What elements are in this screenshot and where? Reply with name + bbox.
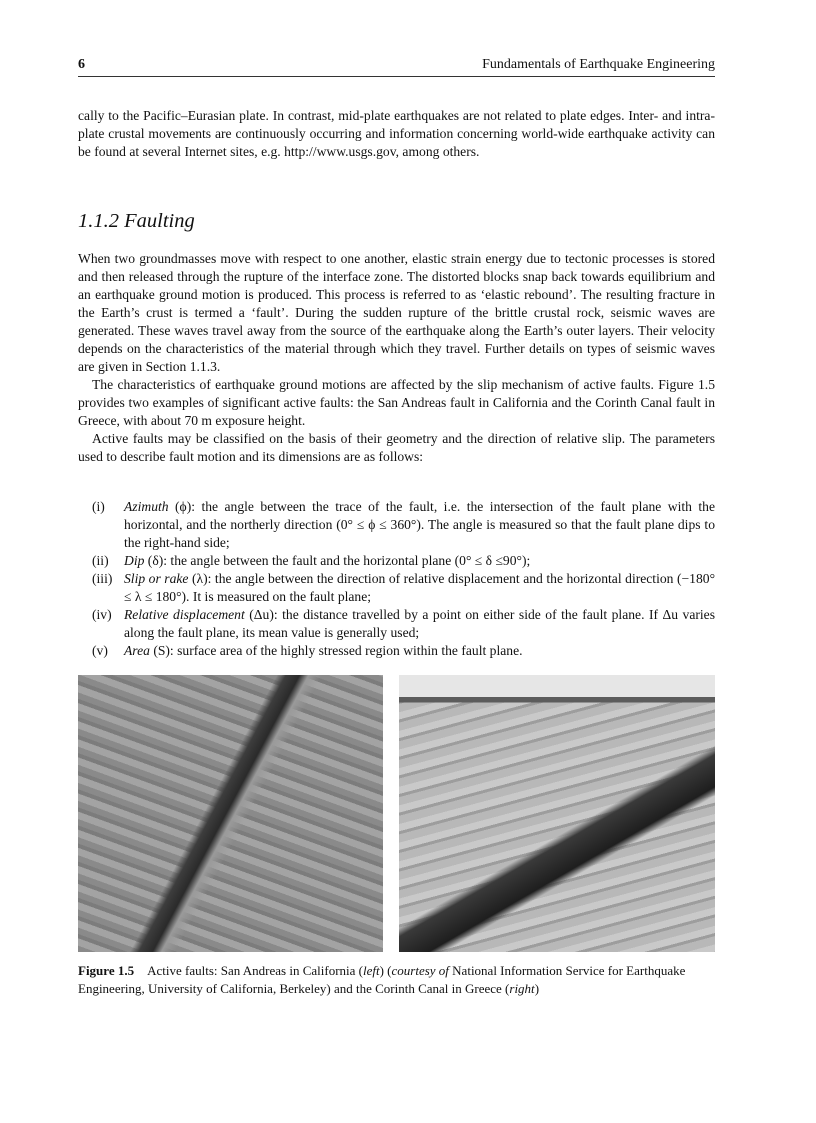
caption-text: ) ( (379, 963, 392, 978)
figure-caption (78, 962, 715, 998)
corinth-canal-fault-photo (399, 675, 715, 952)
san-andreas-fault-photo (78, 675, 383, 952)
paragraph: The characteristics of earthquake ground motions are affected by the slip mechanism of active faults. Figure 1.5 provides two examples of significant active faults: the San Andreas fault in California and the Corinth Canal fault in Greece, with about 70 m exposure height. (78, 377, 715, 428)
paragraph: When two groundmasses move with respect to one another, elastic strain energy due to tectonic processes is stored and then released through the rupture of the interface zone. The distorted blocks snap back towards equilibrium and an earthquake ground motion is produced. This process is referred to as ‘elastic rebound’. The resulting fracture in the Earth’s crust is termed a ‘fault’. During the sudden rupture of the brittle crustal rock, seismic waves are generated. These waves travel away from the source of the earthquake along the Earth’s outer layers. Their velocity depends on the characteristics of the material through which they travel. Further details on types of seismic waves are given in Section 1.1.3. (78, 251, 715, 374)
list-item (78, 552, 715, 570)
caption-text: Active faults: San Andreas in California ( (147, 963, 363, 978)
list-item (78, 498, 715, 552)
list-text: (δ): the angle between the fault and the horizontal plane (0° ≤ δ ≤90°); (144, 553, 531, 568)
parameter-list (78, 498, 715, 660)
caption-italic: right (509, 981, 535, 996)
list-label: (iii) (92, 571, 113, 586)
paragraph: Active faults may be classified on the basis of their geometry and the direction of relative slip. The parameters used to describe fault motion and its dimensions are as follows: (78, 431, 715, 464)
list-label: (i) (92, 499, 105, 514)
list-label: (ii) (92, 553, 109, 568)
list-item (78, 570, 715, 606)
list-term: Area (124, 643, 150, 658)
page-number: 6 (78, 57, 85, 72)
caption-italic: left (362, 963, 380, 978)
list-text: (Δu): the distance travelled by a point on either side of the fault plane. If Δu varies along the fault plane, its mean value is generally used; (124, 607, 716, 640)
intro-paragraph: cally to the Pacific–Eurasian plate. In contrast, mid-plate earthquakes are not related to plate edges. Inter- and intra-plate crustal movements are continuously occurring and information concerning world-wide earthquake activity can be found at several Internet sites, e.g. http://www.usgs.gov, among others. (78, 108, 715, 159)
running-header (78, 56, 715, 77)
caption-italic: courtesy of (391, 963, 449, 978)
running-title: Fundamentals of Earthquake Engineering (482, 57, 715, 72)
list-text: (S): surface area of the highly stressed region within the fault plane. (149, 643, 523, 658)
intro-block (78, 107, 715, 161)
caption-text: National Information Service for Earthquake Engineering, University of California, Berkeley) and the Corinth Canal in Greece ( (78, 963, 686, 996)
section-heading: 1.1.2 Faulting (78, 210, 195, 232)
list-term: Azimuth (124, 499, 169, 514)
list-text: (λ): the angle between the direction of relative displacement and the horizontal direction (−180° ≤ λ ≤ 180°). It is measured on the fault plane; (124, 571, 716, 604)
list-term: Slip or rake (124, 571, 189, 586)
list-item (78, 606, 715, 642)
list-term: Dip (124, 553, 145, 568)
caption-text: ) (534, 981, 540, 996)
list-item (78, 642, 715, 660)
list-label: (v) (92, 643, 108, 658)
list-term: Relative displacement (124, 607, 245, 622)
list-label: (iv) (92, 607, 112, 622)
section-body (78, 250, 715, 466)
figure-label: Figure 1.5 (78, 963, 135, 978)
list-text: (ϕ): the angle between the trace of the fault, i.e. the intersection of the fault plane with the horizontal, and the northerly direction (0° ≤ ϕ ≤ 360°). The angle is measured so that the fault plane dips to the right-hand side; (124, 499, 715, 550)
